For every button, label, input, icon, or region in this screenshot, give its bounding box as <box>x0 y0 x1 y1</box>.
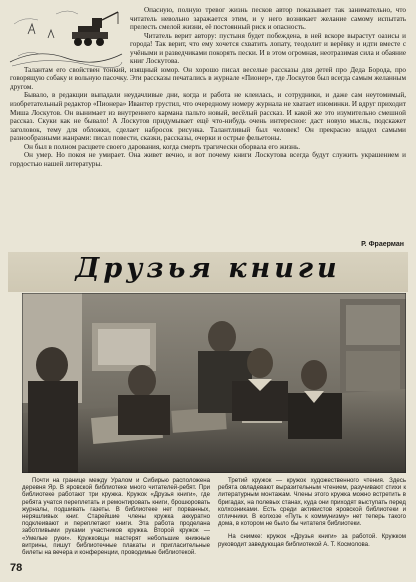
article-text <box>10 6 406 168</box>
page-number: 78 <box>10 562 23 574</box>
caption-paragraph: Почти на границе между Уралом и Сибирью расположена деревня Яр. В яровской библиотеке много читателей-ребят. При библиотеке работают три кружка. Кружок «Друзья книги», где ребята учатся переплетать и ремонтировать книги, брошюровать журналы, подшивать газеты. В библиотеке нет порванных, неряшливых книг. Старейшие члены кружка аккуратно подклеивают и переплетают книги. Эта работа проделана заботливыми руками участников кружка. Второй кружок — «Умелые руки». Кружковцы мастерят небольшие книжные витрины, пишут библиотечные плакаты и пригласительные билеты на вечера и конференции, проводимые библиотекой. <box>22 477 210 557</box>
section-title: Друзья книги <box>75 253 341 284</box>
photo-caption-right <box>218 477 406 548</box>
caption-paragraph: Третий кружок — кружок художественного чтения. Здесь ребята овладевают выразительным чтением, разучивают стихи к литературным монтажам. Члены этого кружка можно встретить в бригадах, на полевых станах, куда они приходят выступать перед колхозниками. Есть среди активистов яровской библиотеки и отличники. В колхозе «Путь к коммунизму» нет теперь такого дома, в котором не было бы читателя библиотеки. <box>218 477 406 528</box>
photo-note: На снимке: кружок «Друзья книги» за работой. Кружком руководит заведующая библиотекой А. Т. Космолова. <box>218 533 406 548</box>
article-paragraph: Он был в полном расцвете своего дарования, когда смерть трагически оборвала его жизнь. <box>24 142 301 151</box>
article-paragraph: Бывало, в редакции выпадали неудачливые дни, когда и работа не клеилась, и сотрудники, и даже сам неутомимый, изобретательный редактор «Пионера» Ивантер грустил, что очередному номеру журнала не хватает изюминки. И вдруг приходит Миша Лоскутов. Он вынимает из внутреннего кармана пальто новый, весёлый рассказ. И какой же это изумительно смешной рассказ. Скуки как не бывало! А Лоскутов придумывает ещё что-нибудь очень интересное: даст новую мысль, подскажет заголовок, тему для обложки, сделает набросок рисунка. Талантливый был человек! Он прекрасно владел самыми разнообразными жанрами: писал повести, сказки, рассказы, очерки и острые фельетоны. <box>10 91 406 143</box>
author-signature: Р. Фраерман <box>361 241 404 248</box>
photo-caption-left <box>22 477 210 556</box>
article-paragraph: Читатель верит автору: пустыня будет побеждена, в ней вскоре вырастут оазисы и города! Так верит, что ему хочется схватить лопату, теодолит и верёвку и идти вместе с учёными и разведчиками покорять пески. И в этом огромная, неотразимая сила и обаяние книг Лоскутова. <box>130 31 406 66</box>
article-paragraph: Он умер. Но покоя не умирает. Она живет вечно, и вот почему книги Лоскутова всегда будут служить украшением и гордостью нашей литературы. <box>10 151 406 168</box>
photo-book-club-at-work <box>22 293 406 473</box>
article-paragraph: Опасную, полную тревог жизнь песков автор показывает так занимательно, что читатель невольно заражается этим, и у него возникает желание самому испытать прелесть смелой жизни, её постоянный риск и опасность. <box>130 6 406 32</box>
article-paragraph: Талантам его свойствен тонкий, изящный юмор. Он хорошо писал веселые рассказы для детей про Деда Борода, про говорящую собаку и вольную пасочку. Эти рассказы печатались в журнале «Пионер», где Лоскутов был всегда самым желанным другом. <box>10 65 406 91</box>
